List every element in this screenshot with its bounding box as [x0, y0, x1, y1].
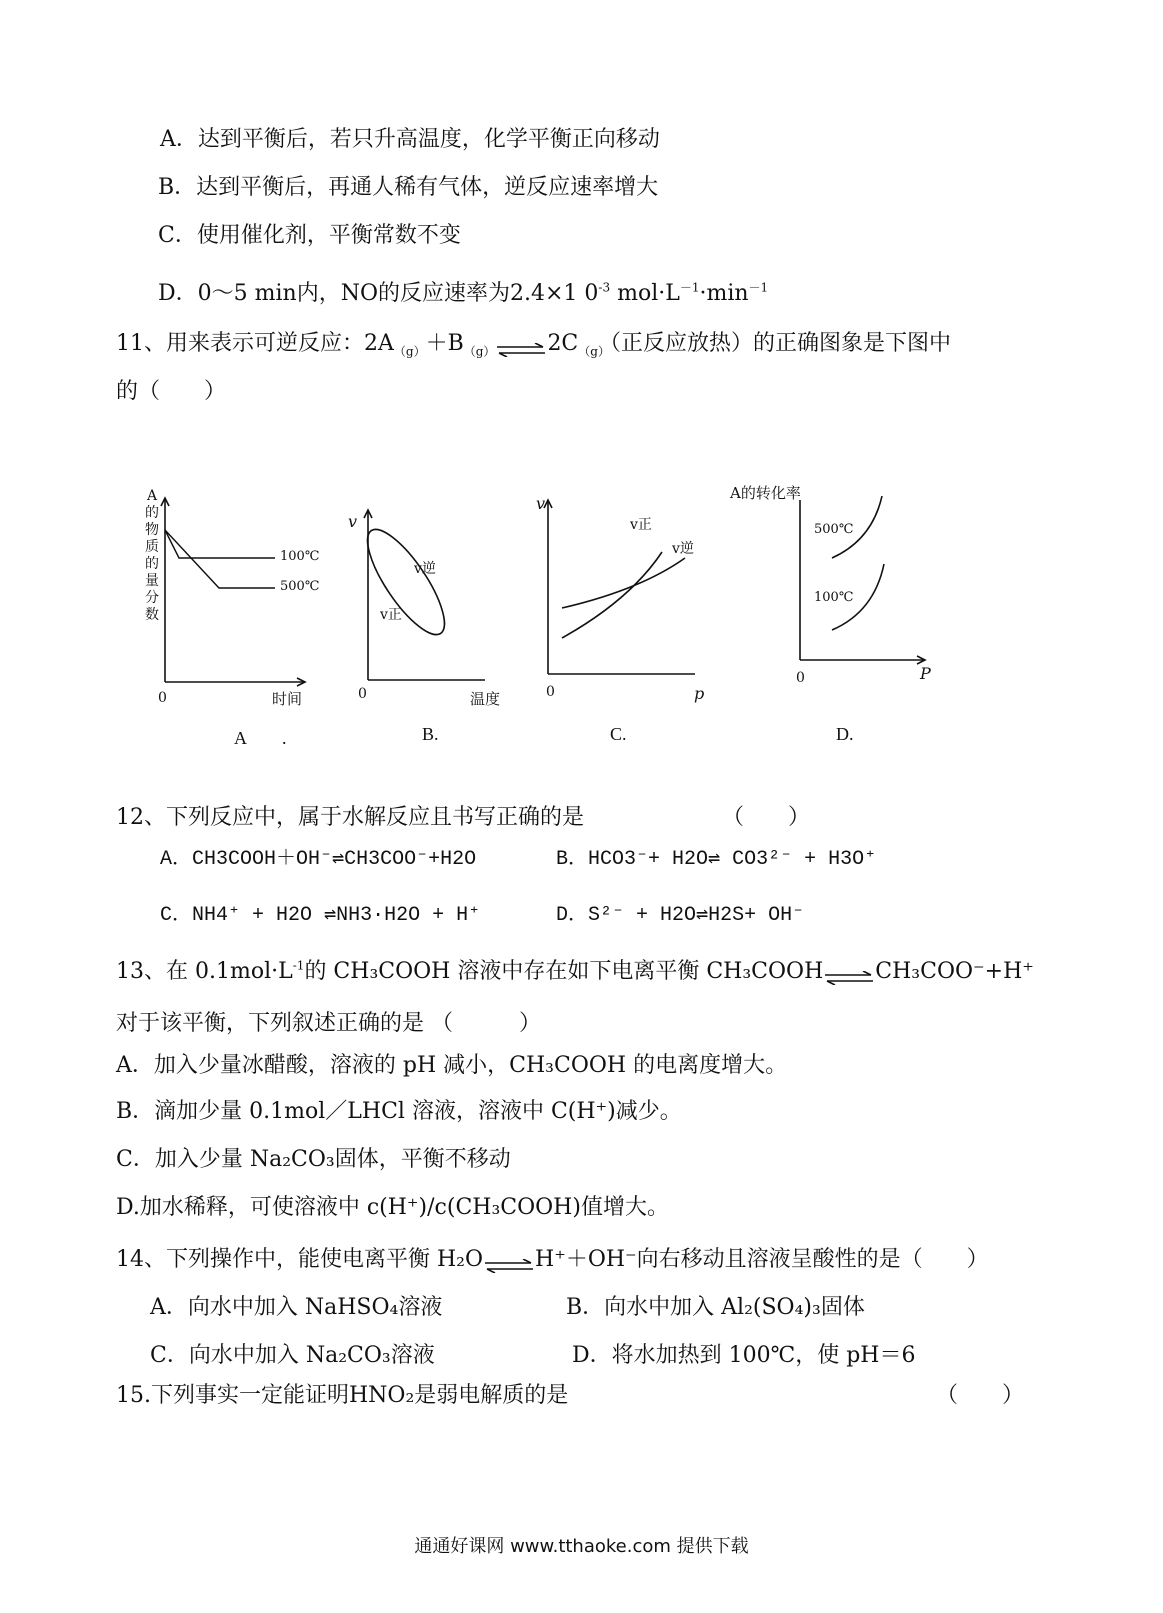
- fig-a-ylabel-char: 物: [145, 522, 159, 538]
- q12-option-a: A．CH3COOH＋OH⁻⇌CH3COO⁻+H2O: [160, 848, 477, 871]
- q10-d-exp2: －1: [679, 280, 700, 295]
- q15-stem: 15.下列事实一定能证明HNO₂是弱电解质的是: [116, 1383, 569, 1408]
- fig-b-v-reverse: v逆: [414, 561, 436, 577]
- page-footer: 通通好课网 www.tthaoke.com 提供下载: [414, 1536, 749, 1557]
- q12-paren: （ ）: [722, 805, 811, 830]
- fig-a-ylabel-char: A: [146, 488, 158, 504]
- q12-option-c: C．NH4⁺ + H2O ⇌NH3·H2O + H⁺: [160, 904, 481, 927]
- q13-option-b: B．滴加少量 0.1mol／LHCl 溶液，溶液中 C(H⁺)减少。: [116, 1099, 682, 1124]
- q15-paren: （ ）: [936, 1383, 1025, 1408]
- fig-a-curve-100: 100℃: [280, 549, 320, 564]
- q11-state-2: （g）: [463, 344, 496, 359]
- q14-stem: [116, 1246, 989, 1274]
- q10-d-exp3: －1: [748, 280, 769, 295]
- fig-c-ylabel: v: [536, 494, 546, 513]
- fig-b-xlabel: 温度: [470, 690, 501, 708]
- q10-option-b: B．达到平衡后，再通人稀有气体，逆反应速率增大: [158, 175, 659, 200]
- q13-line2: 对于该平衡，下列叙述正确的是 （ ）: [116, 1011, 541, 1036]
- fig-a-xlabel: 时间: [272, 690, 303, 708]
- q14-option-c: C．向水中加入 Na₂CO₃溶液: [150, 1343, 435, 1368]
- q11-stem-pre: 11、用来表示可逆反应：2A: [116, 331, 394, 356]
- q11-product: 2C: [547, 331, 579, 356]
- q14-stem-post: H⁺＋OH⁻向右移动且溶液呈酸性的是（ ）: [535, 1247, 989, 1272]
- figure-label-b: B.: [422, 724, 439, 744]
- fig-c-xlabel: p: [694, 684, 705, 703]
- q12-option-b: B．HCO3⁻+ H2O⇌ CO3²⁻ + H3O⁺: [556, 848, 877, 871]
- fig-a-ylabel-char: 分: [145, 590, 159, 606]
- q12-stem: 12、下列反应中，属于水解反应且书写正确的是: [116, 805, 584, 830]
- q10-d-unit: mol·L: [610, 281, 680, 306]
- figure-b: [340, 500, 520, 710]
- fig-a-ylabel-char: 质: [145, 539, 159, 555]
- fig-a-ylabel-char: 数: [145, 607, 159, 623]
- equilibrium-arrow-icon: [823, 965, 875, 979]
- fig-c-v-forward: v正: [630, 517, 652, 533]
- q10-d-text: D．0～5 min内，NO的反应速率为2.4×1 0: [158, 281, 599, 306]
- q13-stem-sup: -1: [292, 958, 305, 973]
- q13-option-c: C．加入少量 Na₂CO₃固体，平衡不移动: [116, 1147, 511, 1172]
- q11-stem-line2: 的（ ）: [116, 379, 227, 404]
- fig-d-xlabel: P: [920, 664, 931, 683]
- fig-d-ylabel: A的转化率: [730, 484, 801, 502]
- figure-label-a: A .: [234, 728, 287, 748]
- q14-option-d: D．将水加热到 100℃，使 pH＝6: [572, 1343, 916, 1368]
- q10-option-a: A．达到平衡后，若只升高温度，化学平衡正向移动: [160, 127, 660, 152]
- equilibrium-arrow-icon: [495, 337, 547, 351]
- q11-state-3: （g）: [578, 344, 610, 359]
- fig-a-ylabel-char: 的: [145, 556, 159, 572]
- fig-b-origin: 0: [358, 686, 367, 702]
- q13-stem-pre: 13、在 0.1mol·L: [116, 959, 293, 984]
- q10-d-exp1: -3: [598, 280, 611, 295]
- q14-option-b: B．向水中加入 Al₂(SO₄)₃固体: [566, 1295, 865, 1320]
- figure-label-d: D.: [836, 724, 854, 744]
- figure-label-c: C.: [610, 724, 627, 744]
- q10-option-d: [158, 280, 768, 308]
- fig-a-origin: 0: [158, 690, 167, 706]
- q14-option-a: A．向水中加入 NaHSO₄溶液: [150, 1295, 443, 1320]
- q13-stem: [116, 958, 1034, 986]
- figure-a: [135, 480, 335, 720]
- fig-a-curve-500: 500℃: [280, 579, 320, 594]
- q11-stem: [116, 330, 951, 358]
- equilibrium-arrow-icon: [483, 1253, 535, 1267]
- q13-stem-post: CH₃COO⁻+H⁺: [875, 959, 1034, 984]
- figure-d: [780, 480, 960, 690]
- fig-a-ylabel: [144, 488, 160, 624]
- fig-a-ylabel-char: 量: [145, 573, 159, 589]
- q10-option-c: C．使用催化剂，平衡常数不变: [158, 223, 461, 248]
- q11-stem-post: （正反应放热）的正确图象是下图中: [609, 331, 951, 356]
- fig-d-curve-100: 100℃: [814, 590, 854, 605]
- q11-state-1: （g）: [393, 344, 426, 359]
- fig-a-ylabel-char: 的: [145, 505, 159, 521]
- fig-c-v-reverse: v逆: [672, 541, 694, 557]
- fig-b-ylabel: v: [348, 512, 358, 531]
- fig-b-v-forward: v正: [380, 607, 402, 623]
- q12-option-d: D．S²⁻ + H2O⇌H2S+ OH⁻: [556, 904, 805, 927]
- q13-stem-mid: 的 CH₃COOH 溶液中存在如下电离平衡 CH₃COOH: [304, 959, 824, 984]
- q14-stem-pre: 14、下列操作中，能使电离平衡 H₂O: [116, 1247, 484, 1272]
- q11-plus: ＋B: [425, 331, 464, 356]
- q13-option-d: D.加水稀释，可使溶液中 c(H⁺)/c(CH₃COOH)值增大。: [116, 1195, 669, 1220]
- fig-c-origin: 0: [546, 684, 555, 700]
- q13-option-a: A．加入少量冰醋酸，溶液的 pH 减小，CH₃COOH 的电离度增大。: [116, 1053, 788, 1078]
- fig-d-origin: 0: [796, 670, 805, 686]
- fig-d-curve-500: 500℃: [814, 522, 854, 537]
- q10-d-unit2: ·min: [699, 281, 749, 306]
